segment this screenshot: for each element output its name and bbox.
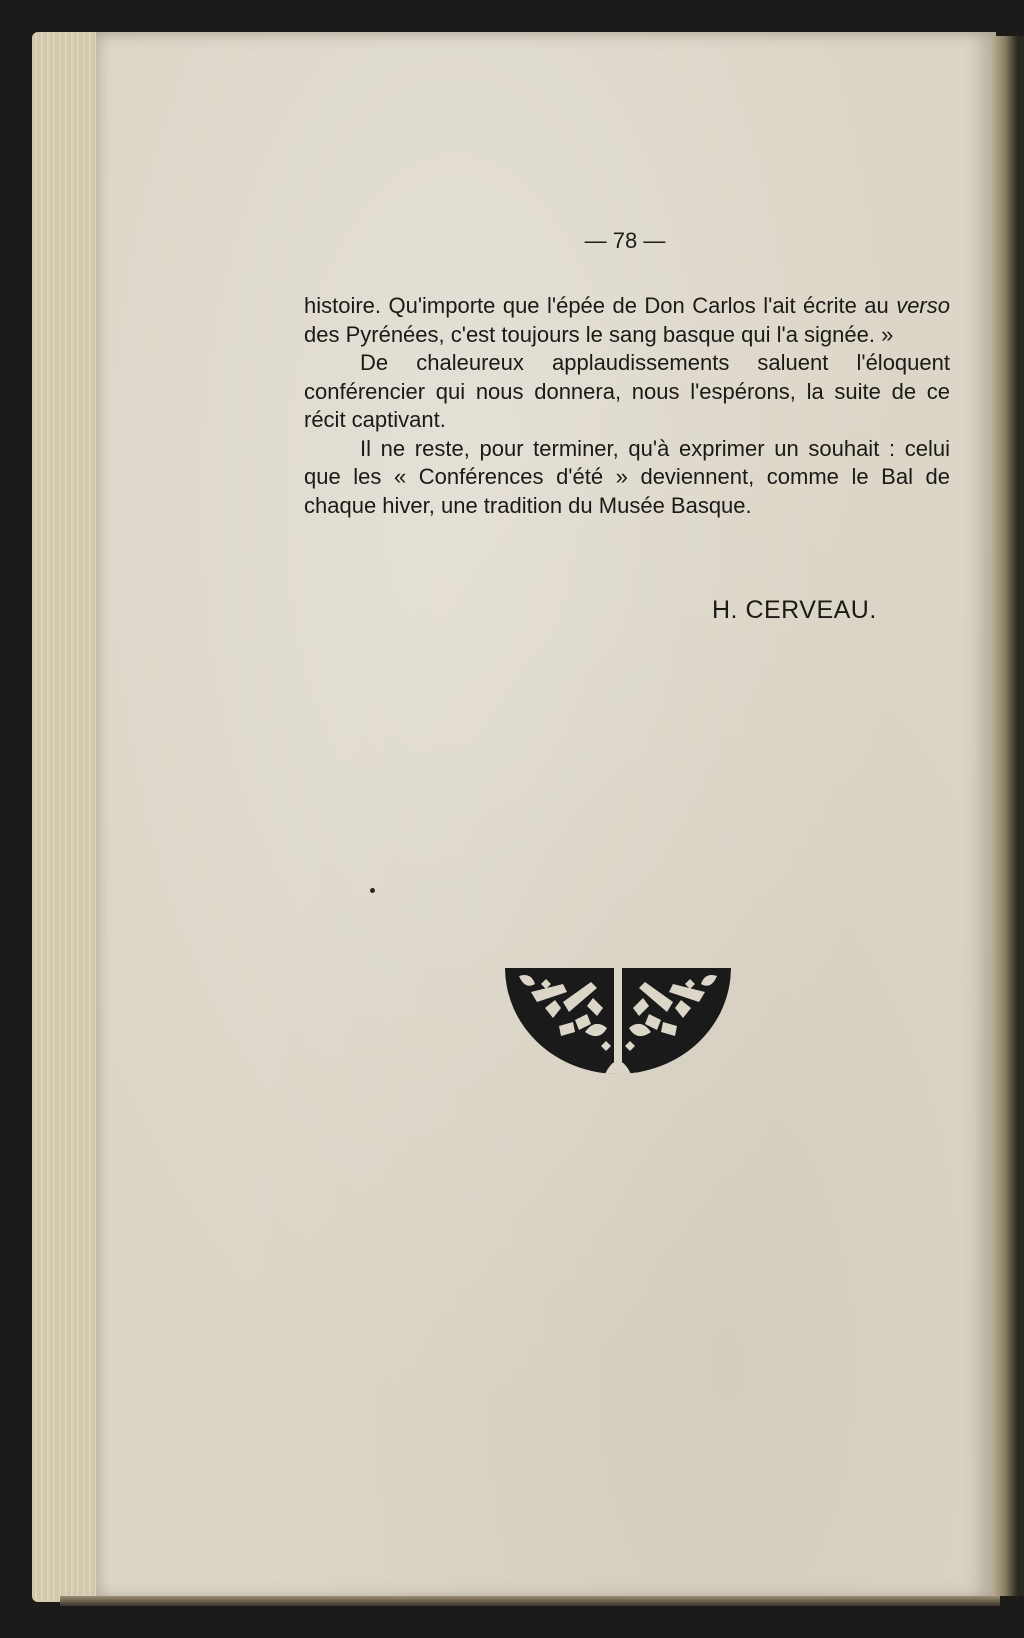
page-bottom-edge xyxy=(60,1596,1000,1606)
paragraph-2: De chaleureux applaudissements saluent l'éloquent conférencier qui nous donnera, nous l'espérons, la suite de ce récit captivant. xyxy=(304,350,950,432)
paragraph-1 xyxy=(304,292,950,349)
basque-fan-ornament xyxy=(505,962,731,1074)
ink-speck xyxy=(370,888,375,893)
paragraph-1-line-2: des Pyrénées, c'est toujours le sang basque qui l'a signée. » xyxy=(304,321,894,347)
author-signature: H. CERVEAU. xyxy=(712,596,877,624)
book-page xyxy=(96,32,996,1600)
paragraph-1-line-1: histoire. Qu'importe que l'épée de Don Carlos l'ait écrite au xyxy=(304,293,889,318)
body-text xyxy=(304,292,950,520)
page-number: — 78 — xyxy=(584,228,666,253)
page-right-edge xyxy=(992,36,1024,1596)
italic-verso: verso xyxy=(896,293,950,318)
paragraph-3: Il ne reste, pour terminer, qu'à exprimer un souhait : celui que les « Conférences d'été » deviennent, comme le Bal de chaque hiver, une tradition du Musée Basque. xyxy=(304,435,950,518)
